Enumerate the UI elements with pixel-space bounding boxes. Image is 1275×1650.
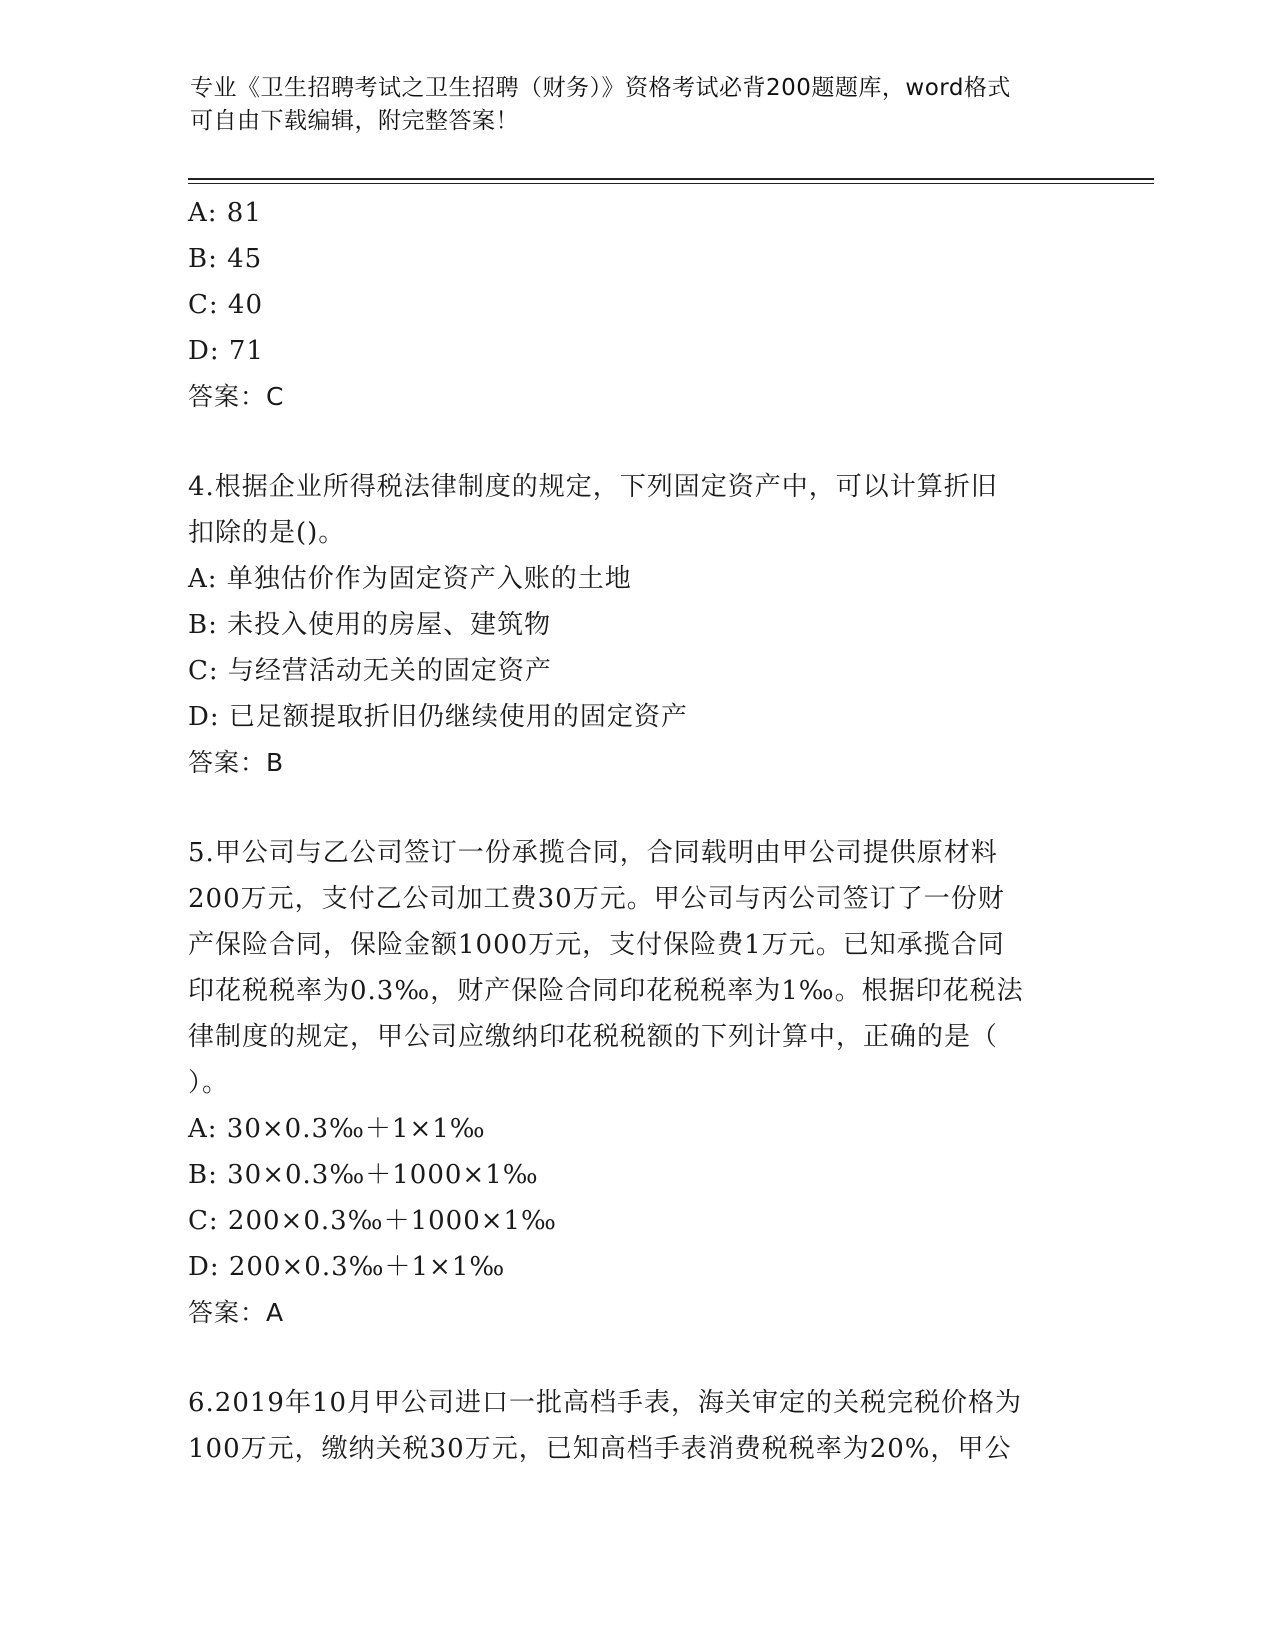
question-3-block [188,190,1088,420]
option-c: C: 40 [188,290,264,320]
answer-line: 答案：B [188,748,285,777]
question-4-block [188,464,1088,786]
question-text-line: 律制度的规定，甲公司应缴纳印花税税额的下列计算中，正确的是（ [188,1022,999,1052]
option-c: C: 与经营活动无关的固定资产 [188,656,552,686]
spacer [188,786,1088,830]
spacer [188,1336,1088,1380]
header-divider-thick [188,178,1154,180]
question-text-line: 印花税税率为0.3‰，财产保险合同印花税税率为1‰。根据印花税法 [188,976,1024,1006]
question-content [188,190,1088,1472]
option-d: D: 200×0.3‰＋1×1‰ [188,1252,506,1282]
header-divider-thin [188,183,1154,184]
option-b: B: 45 [188,244,263,274]
option-d: D: 71 [188,336,264,366]
option-d: D: 已足额提取折旧仍继续使用的固定资产 [188,702,688,732]
option-b: B: 未投入使用的房屋、建筑物 [188,610,552,640]
answer-line: 答案：C [188,382,285,411]
question-6-block [188,1380,1088,1472]
option-a: A: 30×0.3‰＋1×1‰ [188,1114,486,1144]
option-b: B: 30×0.3‰＋1000×1‰ [188,1160,539,1190]
question-text-line: 5.甲公司与乙公司签订一份承揽合同，合同载明由甲公司提供原材料 [188,838,998,868]
question-text-line: 6.2019年10月甲公司进口一批高档手表，海关审定的关税完税价格为 [188,1388,1023,1418]
option-c: C: 200×0.3‰＋1000×1‰ [188,1206,557,1236]
question-text-line: 200万元，支付乙公司加工费30万元。甲公司与丙公司签订了一份财 [188,884,1005,914]
question-text-line: 100万元，缴纳关税30万元，已知高档手表消费税税率为20%，甲公 [188,1434,1012,1464]
question-text-line: 4.根据企业所得税法律制度的规定，下列固定资产中，可以计算折旧 [188,472,998,502]
question-text-line: ）。 [188,1068,230,1098]
option-a: A: 81 [188,198,262,228]
document-header [190,72,1090,138]
answer-line: 答案：A [188,1298,285,1327]
header-line-1: 专业《卫生招聘考试之卫生招聘（财务）》资格考试必背200题题库，word格式 [190,75,1011,101]
header-line-2: 可自由下载编辑，附完整答案！ [190,108,519,134]
question-5-block [188,830,1088,1336]
question-text-line: 扣除的是()。 [188,518,346,548]
question-text-line: 产保险合同，保险金额1000万元，支付保险费1万元。已知承揽合同 [188,930,1005,960]
option-a: A: 单独估价作为固定资产入账的土地 [188,564,632,594]
spacer [188,420,1088,464]
